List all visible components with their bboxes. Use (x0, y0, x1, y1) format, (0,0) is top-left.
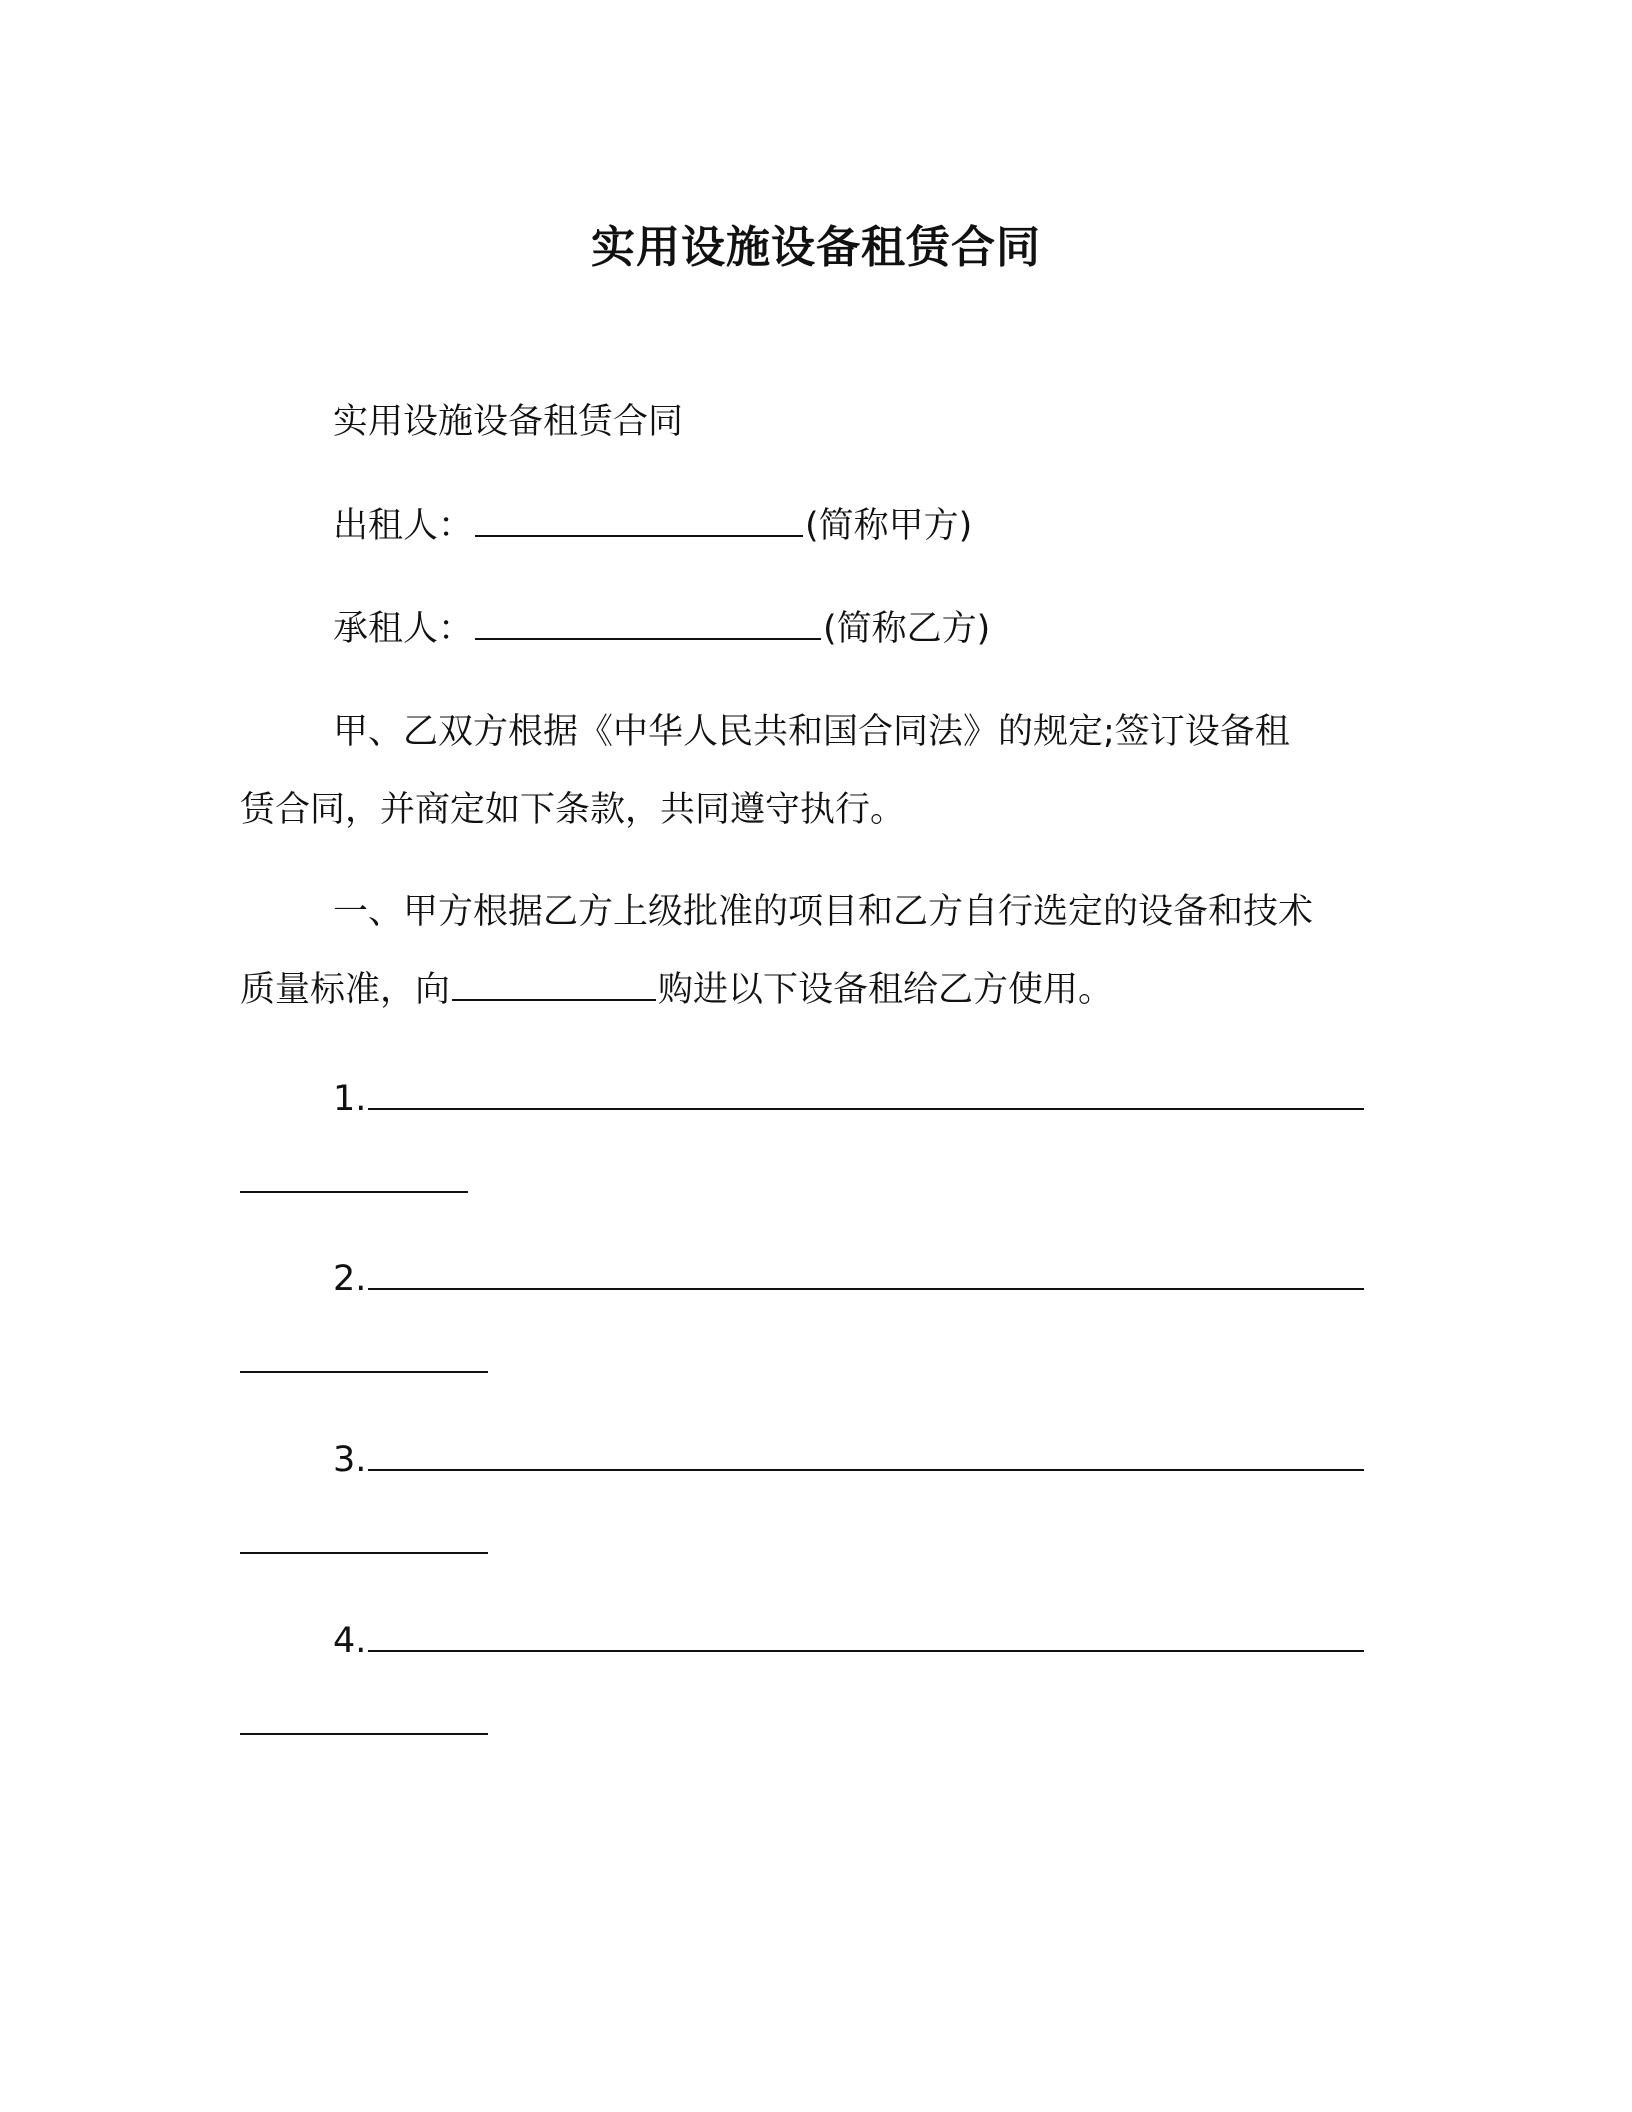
clause1-line-2 (240, 966, 1113, 1014)
item-1-continuation-rule (240, 1191, 468, 1193)
lessee-line (333, 605, 990, 653)
item-2-continuation-rule (240, 1371, 488, 1373)
lessor-suffix: (简称甲方) (805, 506, 973, 546)
item-blank (368, 1439, 1364, 1471)
supplier-blank (452, 969, 656, 1001)
preamble-line-2: 赁合同，并商定如下条款，共同遵守执行。 (240, 790, 906, 830)
clause1-suffix: 购进以下设备租给乙方使用。 (658, 970, 1114, 1010)
lessee-label: 承租人： (333, 609, 474, 649)
lessor-line (333, 502, 972, 550)
item-2 (333, 1255, 1366, 1303)
item-number: 1. (333, 1079, 367, 1119)
item-4-continuation-rule (240, 1733, 488, 1735)
item-4 (333, 1617, 1366, 1665)
lessor-label: 出租人： (333, 506, 474, 546)
preamble-line-1: 甲、乙双方根据《中华人民共和国合同法》的规定;签订设备租 (333, 712, 1290, 752)
clause1-prefix: 质量标准，向 (240, 970, 451, 1010)
item-number: 3. (333, 1440, 367, 1480)
document-subtitle: 实用设施设备租赁合同 (333, 402, 684, 442)
item-number: 2. (333, 1259, 367, 1299)
item-1 (333, 1075, 1366, 1123)
clause1-line-1: 一、甲方根据乙方上级批准的项目和乙方自行选定的设备和技术 (333, 892, 1314, 932)
item-blank (368, 1258, 1364, 1290)
lessor-blank (475, 505, 803, 537)
lessee-blank (475, 608, 821, 640)
item-3 (333, 1436, 1366, 1484)
item-number: 4. (333, 1621, 367, 1661)
item-3-continuation-rule (240, 1552, 488, 1554)
lessee-suffix: (简称乙方) (823, 609, 991, 649)
item-blank (368, 1078, 1364, 1110)
item-blank (368, 1620, 1364, 1652)
document-title: 实用设施设备租赁合同 (591, 222, 1041, 273)
